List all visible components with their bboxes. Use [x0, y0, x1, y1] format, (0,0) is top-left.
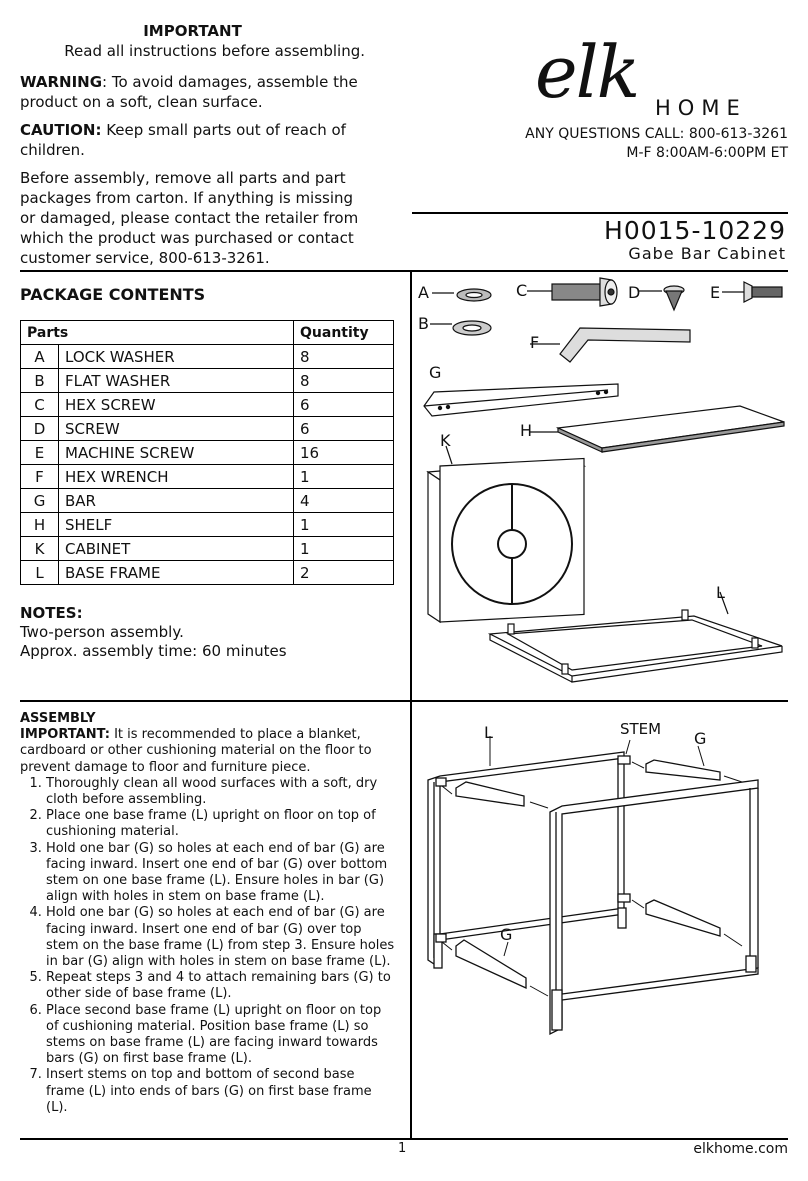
table-row — [21, 417, 394, 441]
assembly-step: 2. Place one base frame (L) upright on floor on top of cushioning material. — [46, 808, 395, 840]
table-row — [21, 441, 394, 465]
section-divider-bottom — [20, 1138, 788, 1140]
part-name: HEX WRENCH — [59, 465, 294, 489]
col-quantity-header: Quantity — [294, 321, 394, 345]
hex-screw-illustration — [527, 278, 617, 306]
table-row — [21, 537, 394, 561]
part-name: BAR — [59, 489, 294, 513]
label-e: E — [710, 283, 721, 302]
part-id: F — [21, 465, 59, 489]
brand-logo-elk: elk — [535, 30, 639, 114]
table-row — [21, 561, 394, 585]
assembly-label-stem: STEM — [620, 720, 662, 738]
hours-line: M-F 8:00AM-6:00PM ET — [626, 145, 788, 161]
assembly-step: 4. Hold one bar (G) so holes at each end of bar (G) are facing inward. Insert one end of bar (G) over top stem on the base frame (L) from step 3. Ensure holes in bar (G) align with holes in stem on base frame (L). — [46, 905, 395, 970]
label-g: G — [429, 363, 442, 382]
website-link[interactable]: elkhome.com — [693, 1141, 788, 1157]
assembly-step: 7. Insert stems on top and bottom of second base frame (L) into ends of bars (G) on first base frame (L). — [46, 1067, 395, 1116]
part-name: SHELF — [59, 513, 294, 537]
part-quantity: 6 — [294, 417, 394, 441]
bar-illustration — [424, 384, 618, 416]
part-name: LOCK WASHER — [59, 345, 294, 369]
assembly-important-label: IMPORTANT: — [20, 727, 110, 743]
label-c: C — [516, 281, 528, 300]
label-h: H — [520, 421, 533, 440]
page-number: 1 — [398, 1141, 407, 1156]
part-quantity: 6 — [294, 393, 394, 417]
part-name: MACHINE SCREW — [59, 441, 294, 465]
part-name: SCREW — [59, 417, 294, 441]
part-id: A — [21, 345, 59, 369]
assembly-label-g-top: G — [694, 729, 707, 748]
assembly-bottom-bars — [436, 894, 720, 988]
before-assembly-paragraph: Before assembly, remove all parts and part packages from carton. If anything is missing or damaged, please contact the retailer from which the product was purchased or contact customer service, 800-613-3261. — [20, 169, 359, 267]
parts-table-header — [21, 321, 394, 345]
part-id: K — [21, 537, 59, 561]
part-id: B — [21, 369, 59, 393]
label-a: A — [418, 283, 429, 302]
col-parts-header: Parts — [21, 321, 294, 345]
assembly-label-l: L — [484, 723, 493, 742]
label-b: B — [418, 314, 429, 333]
machine-screw-illustration — [722, 282, 782, 302]
notes-line-2: Approx. assembly time: 60 minutes — [20, 642, 287, 660]
part-quantity: 8 — [294, 369, 394, 393]
assembly-label-g-bottom: G — [500, 925, 513, 944]
important-title: IMPORTANT — [143, 22, 242, 40]
model-name: Gabe Bar Cabinet — [628, 244, 786, 263]
part-id: C — [21, 393, 59, 417]
brand-logo-home: HOME — [655, 96, 747, 120]
table-row — [21, 489, 394, 513]
label-d: D — [628, 283, 641, 302]
assembly-step: 3. Hold one bar (G) so holes at each end of bar (G) are facing inward. Insert one end of bar (G) over bottom stem on one base frame (L). Ensure holes in bar (G) align with holes in stem on base frame (L). — [46, 841, 395, 906]
warning-text: : To avoid damages, assemble the product on a soft, clean surface. — [20, 73, 358, 111]
assembly-section — [20, 711, 395, 1116]
notes-title: NOTES: — [20, 604, 83, 622]
assembly-diagram — [412, 702, 788, 1138]
cabinet-illustration — [428, 446, 584, 622]
part-id: E — [21, 441, 59, 465]
part-quantity: 1 — [294, 537, 394, 561]
table-row — [21, 465, 394, 489]
lock-washer-illustration — [432, 289, 491, 301]
hex-wrench-illustration — [530, 328, 690, 362]
flat-washer-illustration — [430, 321, 491, 335]
assembly-important-text: It is recommended to place a blanket, cardboard or other cushioning material on the floor to prevent damage to floor and furniture piece. — [20, 727, 372, 775]
part-name: CABINET — [59, 537, 294, 561]
part-name: BASE FRAME — [59, 561, 294, 585]
assembly-base-frame-left — [428, 752, 626, 968]
part-quantity: 8 — [294, 345, 394, 369]
header-divider — [412, 212, 788, 214]
important-subtitle: Read all instructions before assembling. — [64, 42, 365, 60]
assembly-step: 5. Repeat steps 3 and 4 to attach remaining bars (G) to other side of base frame (L). — [46, 970, 395, 1002]
label-k: K — [440, 431, 451, 450]
part-name: HEX SCREW — [59, 393, 294, 417]
caution-paragraph — [20, 120, 370, 160]
part-id: H — [21, 513, 59, 537]
label-l: L — [716, 583, 725, 602]
part-quantity: 1 — [294, 513, 394, 537]
warning-paragraph — [20, 72, 370, 112]
table-row — [21, 369, 394, 393]
parts-table — [20, 320, 394, 585]
assembly-step: 6. Place second base frame (L) upright on floor on top of cushioning material. Position base frame (L) so stems on base frame (L) are facing inward towards bars (G) on first base frame (L). — [46, 1003, 395, 1068]
part-quantity: 4 — [294, 489, 394, 513]
part-id: D — [21, 417, 59, 441]
table-row — [21, 393, 394, 417]
label-f: F — [530, 333, 540, 352]
assembly-important — [20, 727, 395, 776]
notes-block — [20, 604, 287, 661]
part-name: FLAT WASHER — [59, 369, 294, 393]
warning-label: WARNING — [20, 73, 103, 91]
part-id: L — [21, 561, 59, 585]
shelf-illustration — [530, 406, 784, 452]
assembly-step: 1. Thoroughly clean all wood surfaces with a soft, dry cloth before assembling. — [46, 776, 395, 808]
part-quantity: 1 — [294, 465, 394, 489]
part-id: G — [21, 489, 59, 513]
package-contents-title: PACKAGE CONTENTS — [20, 285, 206, 304]
table-row — [21, 345, 394, 369]
table-row — [21, 513, 394, 537]
caution-text: Keep small parts out of reach of children. — [20, 121, 346, 159]
screw-illustration — [638, 286, 684, 310]
notes-line-1: Two-person assembly. — [20, 623, 184, 641]
caution-label: CAUTION: — [20, 121, 102, 139]
phone-line: ANY QUESTIONS CALL: 800-613-3261 — [525, 126, 788, 142]
part-quantity: 16 — [294, 441, 394, 465]
parts-diagram — [412, 272, 788, 700]
model-number: H0015-10229 — [604, 216, 786, 245]
assembly-steps — [20, 776, 395, 1116]
part-quantity: 2 — [294, 561, 394, 585]
assembly-title: ASSEMBLY — [20, 711, 96, 726]
